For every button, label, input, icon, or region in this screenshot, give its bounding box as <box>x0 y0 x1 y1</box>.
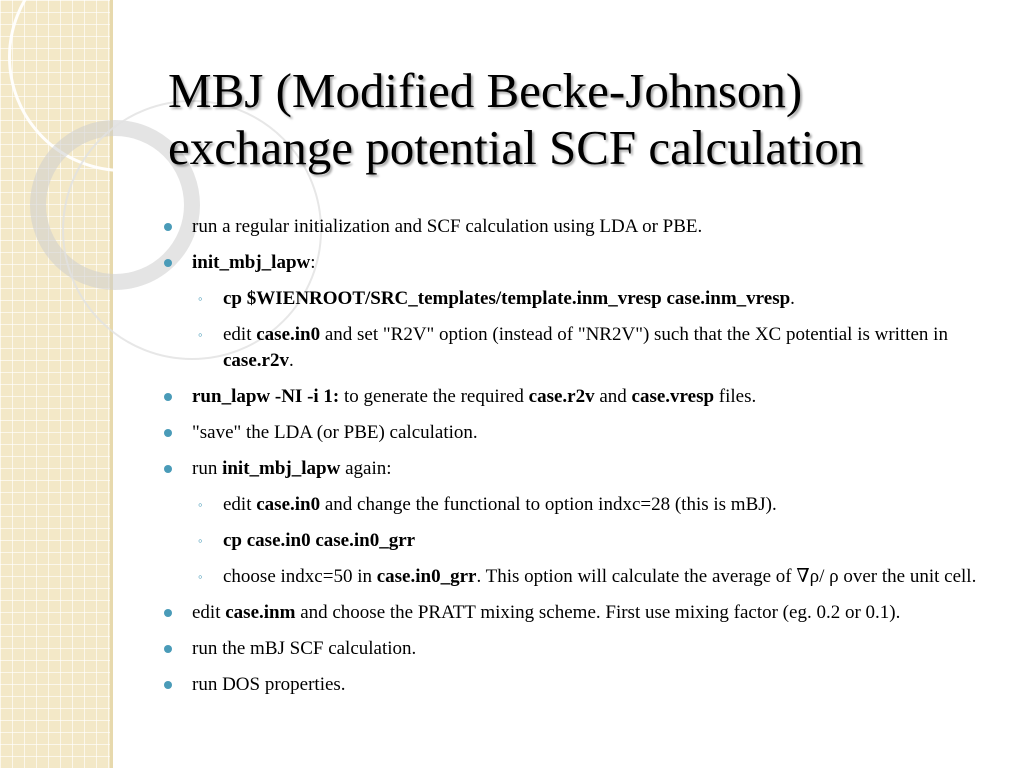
bullet-list <box>160 214 1012 698</box>
bullet-dot-icon <box>164 465 172 473</box>
item-text: to generate the required <box>339 386 529 407</box>
item-text: and set "R2V" option (instead of "NR2V") such that the XC potential is written in <box>320 324 948 345</box>
slide-title-line-1: MBJ (Modified Becke-Johnson) <box>168 63 803 118</box>
item-command: cp case.in0 case.in0_grr <box>223 530 416 551</box>
item-text: and <box>594 386 632 407</box>
item-text: run the mBJ SCF calculation. <box>192 638 417 659</box>
sub-bullet-circle-icon: ◦ <box>198 291 203 306</box>
item-text: . <box>288 350 294 371</box>
item-text: and change the functional to option indxc=28 (this is mBJ). <box>320 494 777 515</box>
list-item-run-mbj-scf <box>160 636 1012 662</box>
item-text: run DOS properties. <box>192 674 346 695</box>
item-command: init_mbj_lapw <box>222 458 341 479</box>
sub-bullet-circle-icon: ◦ <box>198 327 203 342</box>
item-text: . <box>790 288 795 309</box>
item-filename: case.r2v <box>528 386 595 407</box>
slide-title-line-2: exchange potential SCF calculation <box>168 120 864 175</box>
item-filename: case.r2v <box>223 350 289 371</box>
slide-title <box>168 62 1008 176</box>
item-command: cp $WIENROOT/SRC_templates/template.inm_vresp case.inm_vresp <box>223 288 791 309</box>
bullet-dot-icon <box>164 681 172 689</box>
sub-item-edit-in0-functional <box>192 492 1012 518</box>
item-text: edit <box>223 494 257 515</box>
list-item-save <box>160 420 1012 446</box>
item-filename: case.in0 <box>256 324 321 345</box>
item-text: edit <box>223 324 257 345</box>
slide-body <box>160 214 1012 708</box>
list-item-run-lapw <box>160 384 1012 410</box>
bullet-dot-icon <box>164 259 172 267</box>
item-text: choose indxc=50 in <box>223 566 377 587</box>
sub-item-cp-in0-grr <box>192 528 1012 554</box>
sub-item-choose-indxc50 <box>192 564 1012 590</box>
list-item-init-mbj <box>160 250 1012 374</box>
sub-bullet-list <box>192 492 1012 590</box>
item-text: and choose the PRATT mixing scheme. First use mixing factor (eg. 0.2 or 0.1). <box>295 602 901 623</box>
sub-bullet-circle-icon: ◦ <box>198 533 203 548</box>
sub-bullet-list <box>192 286 1012 374</box>
item-text: run a regular initialization and SCF calculation using LDA or PBE. <box>192 216 703 237</box>
item-text: run <box>192 458 223 479</box>
bullet-dot-icon <box>164 609 172 617</box>
item-filename: case.inm <box>225 602 296 623</box>
sub-bullet-circle-icon: ◦ <box>198 497 203 512</box>
list-item-edit-inm <box>160 600 1012 626</box>
item-filename: case.vresp <box>631 386 715 407</box>
bullet-dot-icon <box>164 645 172 653</box>
item-filename: case.in0_grr <box>376 566 477 587</box>
item-text: . This option will calculate the average of ∇ρ/ ρ over the unit cell. <box>476 566 977 587</box>
item-text: : <box>310 252 316 273</box>
list-item-init-mbj-again <box>160 456 1012 590</box>
item-text: edit <box>192 602 226 623</box>
sub-item-cp-template <box>192 286 1012 312</box>
bullet-dot-icon <box>164 393 172 401</box>
sub-bullet-circle-icon: ◦ <box>198 569 203 584</box>
list-item-run-dos <box>160 672 1012 698</box>
list-item-initialize <box>160 214 1012 240</box>
bullet-dot-icon <box>164 429 172 437</box>
item-command: run_lapw -NI -i 1: <box>192 386 340 407</box>
item-command: init_mbj_lapw <box>192 252 311 273</box>
bullet-dot-icon <box>164 223 172 231</box>
item-text: "save" the LDA (or PBE) calculation. <box>192 422 478 443</box>
item-text: files. <box>714 386 757 407</box>
sub-item-edit-in0-r2v <box>192 322 1012 374</box>
item-text: again: <box>340 458 392 479</box>
item-filename: case.in0 <box>256 494 321 515</box>
